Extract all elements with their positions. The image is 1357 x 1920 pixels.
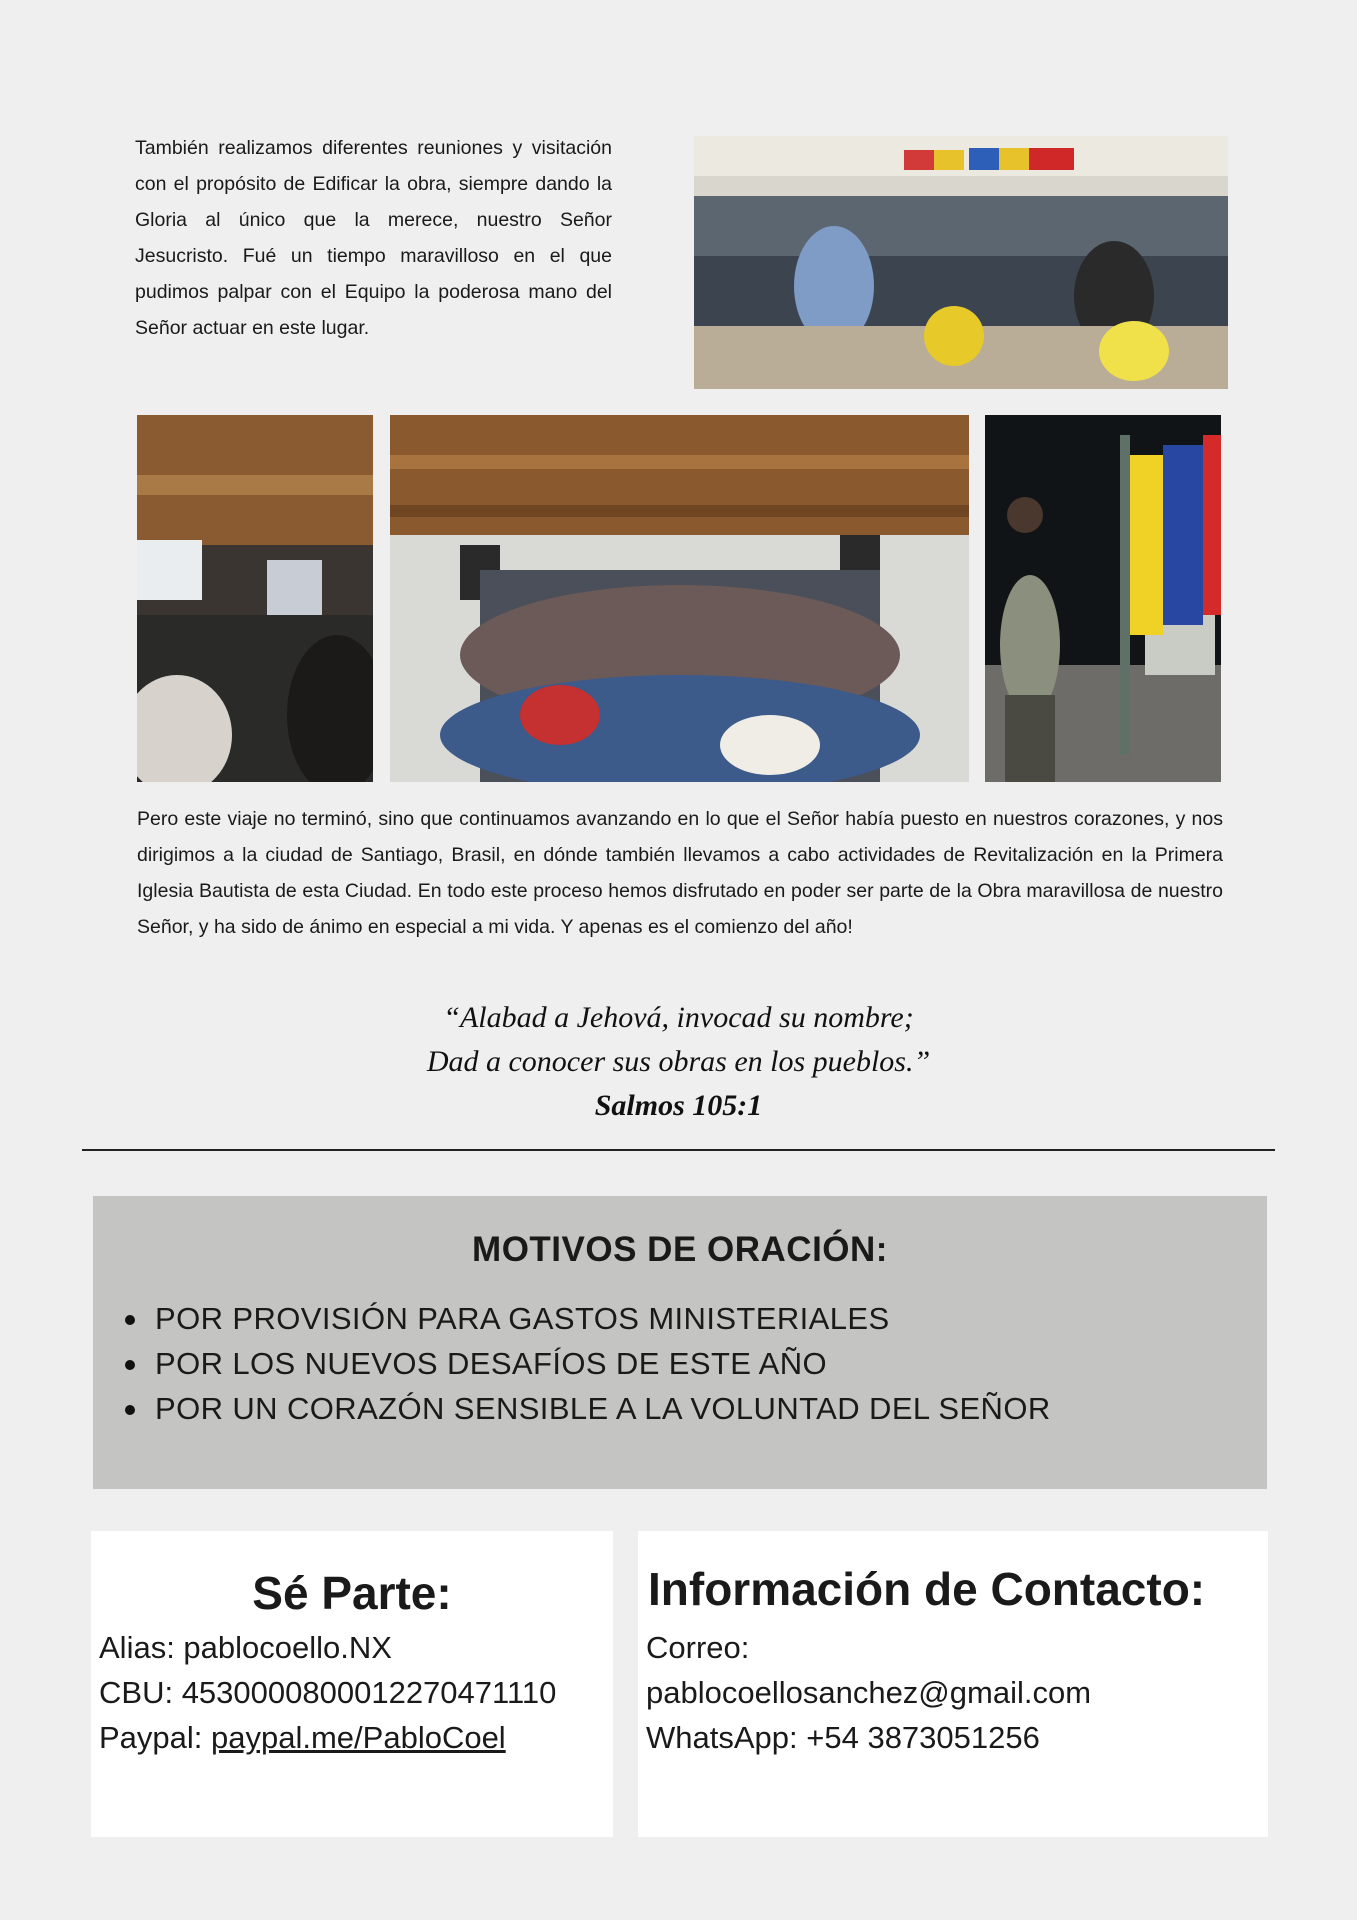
- whatsapp-value: +54 3873051256: [806, 1720, 1040, 1755]
- contact-title: Información de Contacto:: [648, 1563, 1206, 1615]
- group-photo-flags: [694, 136, 1228, 389]
- verse-line-2: Dad a conocer sus obras en los pueblos.”: [426, 1045, 931, 1078]
- church-group-photo: [390, 415, 969, 782]
- intro-paragraph: También realizamos diferentes reuniones y visitación con el propósito de Edificar la obra, siempre dando la Gloria al único que la merece, nuestro Señor Jesucristo. Fué un tiempo maravilloso en el que pudimos palpar con el Equipo la poderosa mano del Señor actuar en este lugar.: [135, 137, 612, 339]
- alias-value: pablocoello.NX: [183, 1630, 392, 1665]
- alias-line: Alias: pablocoello.NX: [99, 1630, 392, 1665]
- prayer-title: MOTIVOS DE ORACIÓN:: [472, 1230, 888, 1269]
- prayer-item: POR UN CORAZÓN SENSIBLE A LA VOLUNTAD DEL SEÑOR: [155, 1386, 1051, 1431]
- paypal-line: Paypal: paypal.me/PabloCoel: [99, 1720, 506, 1755]
- prayer-item: POR LOS NUEVOS DESAFÍOS DE ESTE AÑO: [155, 1341, 1051, 1386]
- paypal-link[interactable]: paypal.me/PabloCoel: [211, 1720, 506, 1755]
- bullet-icon: [125, 1315, 135, 1325]
- cbu-value: 4530000800012270471110: [181, 1675, 557, 1710]
- bible-verse: [0, 996, 1357, 1128]
- contact-details: [646, 1625, 1091, 1760]
- prayer-item: POR PROVISIÓN PARA GASTOS MINISTERIALES: [155, 1296, 1051, 1341]
- prayer-list: [155, 1296, 1051, 1431]
- body-paragraph: Pero este viaje no terminó, sino que continuamos avanzando en lo que el Señor había puesto en nuestros corazones, y nos dirigimos a la ciudad de Santiago, Brasil, en dónde también llevamos a cabo actividades de Revitalización en la Primera Iglesia Bautista de esta Ciudad. En todo este proceso hemos disfrutado en poder ser parte de la Obra maravillosa de nuestro Señor, y ha sido de ánimo en especial a mi vida. Y apenas es el comienzo del año!: [137, 808, 1223, 938]
- contact-card: [638, 1531, 1268, 1837]
- whatsapp-line: WhatsApp: +54 3873051256: [646, 1720, 1040, 1755]
- email-value: pablocoellosanchez@gmail.com: [646, 1675, 1092, 1710]
- support-title: Sé Parte:: [252, 1567, 452, 1619]
- email-label: Correo:: [646, 1630, 750, 1665]
- verse-reference: Salmos 105:1: [594, 1089, 763, 1122]
- support-card: [91, 1531, 613, 1837]
- outdoor-preaching-photo: [985, 415, 1221, 782]
- prayer-requests-box: [93, 1196, 1267, 1489]
- cbu-line: CBU: 4530000800012270471110: [99, 1675, 557, 1710]
- section-divider: [82, 1149, 1275, 1151]
- support-details: [99, 1625, 556, 1760]
- bullet-icon: [125, 1360, 135, 1370]
- bullet-icon: [125, 1405, 135, 1415]
- church-projector-photo: [137, 415, 373, 782]
- verse-line-1: “Alabad a Jehová, invocad su nombre;: [443, 1001, 914, 1034]
